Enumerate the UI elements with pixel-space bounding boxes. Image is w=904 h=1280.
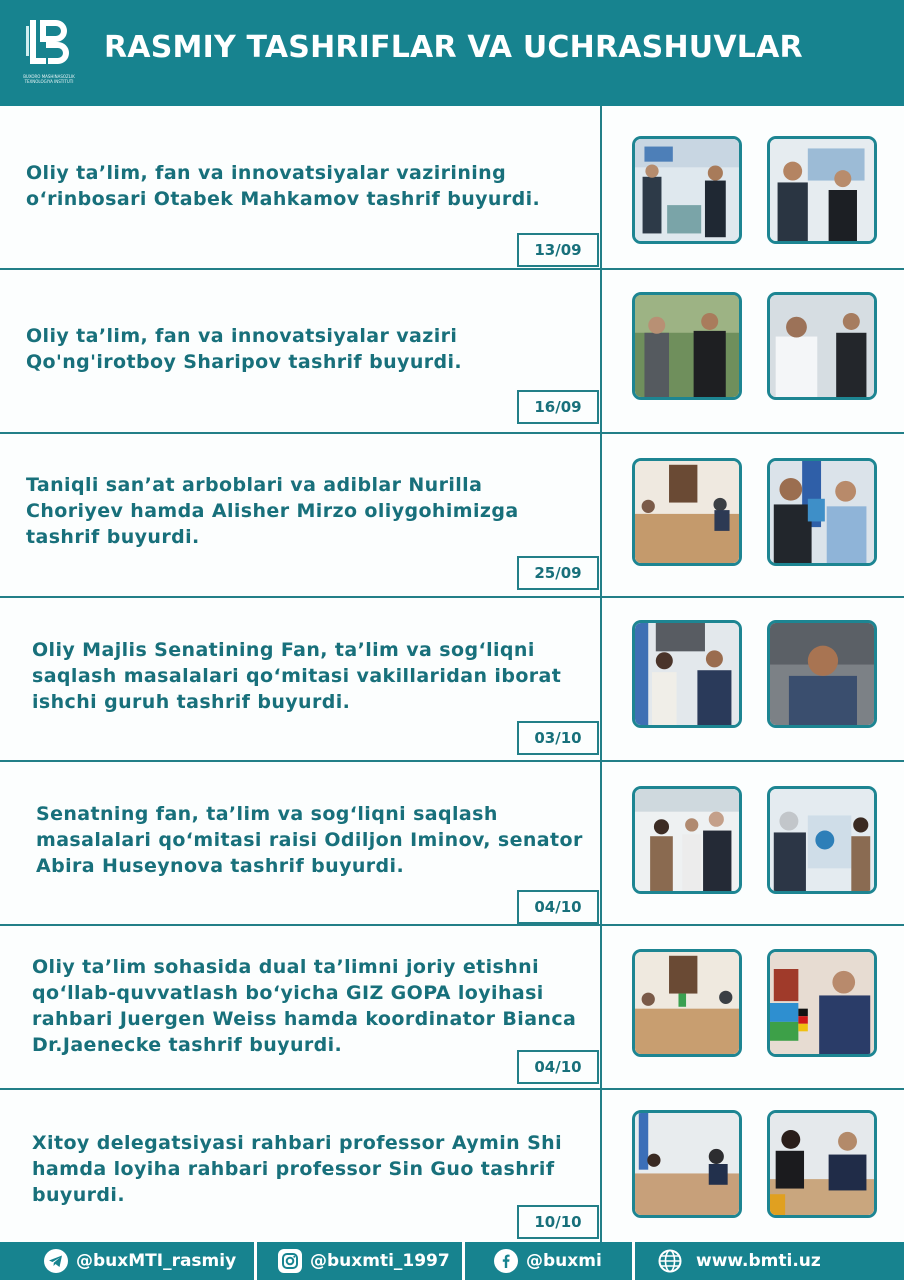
visit-date: 25/09	[517, 556, 599, 590]
visit-photo[interactable]	[632, 458, 742, 566]
visit-photo[interactable]	[632, 620, 742, 728]
facebook-icon	[494, 1249, 518, 1273]
visit-photo[interactable]	[767, 458, 877, 566]
footer-bar	[0, 1242, 904, 1280]
visit-date: 16/09	[517, 390, 599, 424]
visit-description: Oliy ta’lim, fan va innovatsiyalar vaziri Qo'ng'irotboy Sharipov tashrif buyurdi.	[26, 325, 463, 373]
header-bar	[0, 0, 904, 106]
visit-photo[interactable]	[632, 136, 742, 244]
visit-photo[interactable]	[767, 786, 877, 894]
visit-date: 13/09	[517, 233, 599, 267]
visit-row	[0, 1090, 904, 1254]
globe-icon	[658, 1249, 682, 1273]
facebook-handle: @buxmi	[526, 1251, 602, 1271]
visit-photo[interactable]	[632, 1110, 742, 1218]
page-title: RASMIY TASHRIFLAR VA UCHRASHUVLAR	[104, 30, 803, 65]
footer-separator	[632, 1242, 635, 1280]
instagram-link[interactable]	[278, 1242, 450, 1280]
visit-row	[0, 926, 904, 1090]
visit-row	[0, 598, 904, 762]
visit-row	[0, 270, 904, 434]
visit-date: 04/10	[517, 1050, 599, 1084]
visit-row	[0, 106, 904, 270]
telegram-link[interactable]	[44, 1242, 236, 1280]
visit-description: Oliy Majlis Senatining Fan, ta’lim va sog‘liqni saqlash masalalari qo‘mitasi vakillaridan iborat ishchi guruh tashrif buyurdi.	[32, 639, 562, 713]
institute-logo	[26, 18, 70, 82]
visit-date: 10/10	[517, 1205, 599, 1239]
visit-photo[interactable]	[767, 136, 877, 244]
telegram-icon	[44, 1249, 68, 1273]
visits-list	[0, 106, 904, 1242]
visit-photo[interactable]	[767, 949, 877, 1057]
visit-photo[interactable]	[767, 292, 877, 400]
visit-description: Taniqli san’at arboblari va adiblar Nurilla Choriyev hamda Alisher Mirzo oliygohimizga tashrif buyurdi.	[26, 474, 519, 548]
visit-photo[interactable]	[632, 786, 742, 894]
visit-photo[interactable]	[767, 620, 877, 728]
footer-separator	[254, 1242, 257, 1280]
visit-date: 04/10	[517, 890, 599, 924]
visit-row	[0, 762, 904, 926]
instagram-icon	[278, 1249, 302, 1273]
visit-description: Oliy ta’lim, fan va innovatsiyalar vazirining o‘rinbosari Otabek Mahkamov tashrif buyurdi.	[26, 162, 541, 210]
logo-caption: BUXORO MASHINASOZLIK TEXNOLOGIYA INSTITUTI	[23, 74, 75, 84]
footer-separator	[462, 1242, 465, 1280]
website-link[interactable]	[658, 1242, 821, 1280]
visit-photo[interactable]	[632, 949, 742, 1057]
visit-row	[0, 434, 904, 598]
visit-photo[interactable]	[632, 292, 742, 400]
telegram-handle: @buxMTI_rasmiy	[76, 1251, 237, 1271]
visit-photo[interactable]	[767, 1110, 877, 1218]
visit-description: Xitoy delegatsiyasi rahbari professor Aymin Shi hamda loyiha rahbari professor Sin Guo tashrif buyurdi.	[32, 1132, 563, 1206]
visit-description: Oliy ta’lim sohasida dual ta’limni joriy etishni qo‘llab-quvvatlash bo‘yicha GIZ GOPA loyihasi rahbari Juergen Weiss hamda koordinator Bianca Dr.Jaenecke tashrif buyurdi.	[32, 956, 577, 1056]
facebook-link[interactable]	[494, 1242, 602, 1280]
visit-date: 03/10	[517, 721, 599, 755]
instagram-handle: @buxmti_1997	[310, 1251, 450, 1271]
website-url: www.bmti.uz	[696, 1251, 821, 1271]
visit-description: Senatning fan, ta’lim va sog‘liqni saqlash masalalari qo‘mitasi raisi Odiljon Iminov, senator Abira Huseynova tashrif buyurdi.	[36, 803, 583, 877]
